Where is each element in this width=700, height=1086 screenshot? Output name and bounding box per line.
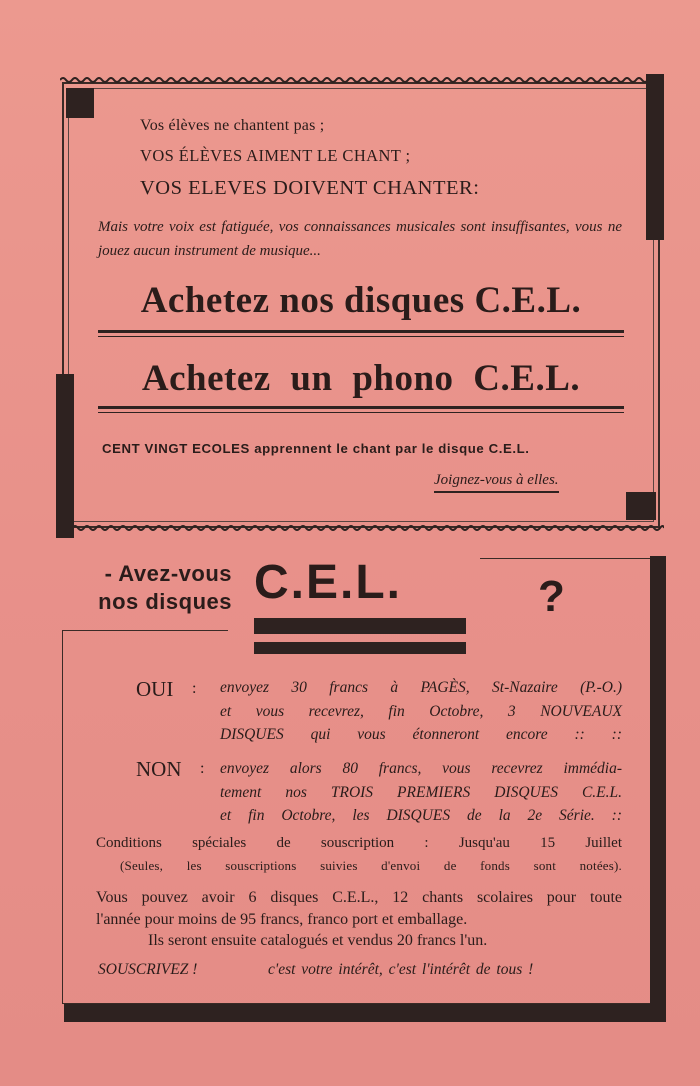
- cel-logo-text: C.E.L.: [254, 556, 403, 609]
- headline-buy-phono: Achetez un phono C.E.L.: [141, 358, 581, 399]
- no-line-3: et fin Octobre, les DISQUES de la 2e Série. ::: [220, 807, 622, 824]
- subscription-frame-top-left: [62, 630, 228, 631]
- subscription-note: (Seules, les souscriptions suivies d'envoi de fonds sont notées).: [120, 858, 622, 873]
- cel-underline-thin: [254, 642, 466, 654]
- yes-label: OUI: [136, 677, 174, 701]
- wavy-border-bottom: [60, 524, 664, 532]
- yes-colon: :: [192, 680, 197, 697]
- corner-square-top-left: [66, 88, 94, 118]
- side-bar-top-right: [646, 74, 664, 240]
- catalogue-line: Ils seront ensuite catalogués et vendus 20 francs l'un.: [148, 932, 488, 949]
- intro-line-1: Vos élèves ne chantent pas ;: [140, 117, 325, 134]
- wavy-border-top: [60, 76, 664, 84]
- schools-statement: CENT VINGT ECOLES apprennent le chant par le disque C.E.L.: [102, 441, 530, 456]
- yes-line-3: DISQUES qui vous étonneront encore :: ::: [220, 726, 622, 743]
- join-them-line: Joignez-vous à elles.: [434, 472, 559, 493]
- yes-line-1: envoyez 30 francs à PAGÈS, St-Nazaire (P.-O.): [220, 679, 622, 696]
- subscription-conditions: Conditions spéciales de souscription : Jusqu'au 15 Juillet: [96, 835, 622, 851]
- no-colon: :: [200, 760, 205, 777]
- corner-square-bottom-right: [626, 492, 656, 520]
- no-line-2: tement nos TROIS PREMIERS DISQUES C.E.L.: [220, 783, 622, 801]
- offer-line-2: l'année pour moins de 95 francs, franco port et emballage.: [96, 911, 468, 928]
- intro-line-2: VOS ÉLÈVES AIMENT LE CHANT ;: [140, 146, 411, 165]
- headline-buy-records: Achetez nos disques C.E.L.: [140, 280, 582, 321]
- offer-paragraph: [96, 887, 622, 931]
- no-label: NON: [136, 757, 182, 781]
- double-rule-2: [98, 406, 624, 409]
- no-line-1: envoyez alors 80 francs, vous recevrez immédia-: [220, 760, 622, 777]
- subscription-shadow-bottom: [64, 1004, 666, 1022]
- double-rule-1-thin: [98, 336, 624, 337]
- double-rule-2-thin: [98, 412, 624, 413]
- question-heading: [58, 560, 232, 616]
- interest-slogan: c'est votre intérêt, c'est l'intérêt de tous !: [268, 961, 534, 978]
- side-bar-bottom-left: [56, 374, 74, 538]
- offer-line-1: Vous pouvez avoir 6 disques C.E.L., 12 chants scolaires pour toute: [96, 889, 622, 906]
- no-instructions: [220, 757, 622, 828]
- subscription-shadow-right: [650, 556, 666, 1022]
- question-line-1: - Avez-vous: [104, 561, 232, 586]
- subscription-frame-top-right: [480, 558, 656, 559]
- yes-line-2: et vous recevrez, fin Octobre, 3 NOUVEAUX: [220, 702, 622, 720]
- intro-italic-paragraph: Mais votre voix est fatiguée, vos connaissances musicales sont insuffisantes, vous ne jouez aucun instrument de musique...: [98, 219, 622, 259]
- question-line-2: nos disques: [98, 589, 232, 614]
- subscribe-callout: SOUSCRIVEZ !: [98, 961, 198, 978]
- intro-line-3: VOS ELEVES DOIVENT CHANTER:: [140, 177, 480, 199]
- question-mark: ?: [538, 572, 565, 621]
- subscription-frame-left: [62, 630, 63, 1004]
- cel-underline-thick: [254, 618, 466, 634]
- yes-instructions: [220, 676, 622, 747]
- double-rule-1: [98, 330, 624, 333]
